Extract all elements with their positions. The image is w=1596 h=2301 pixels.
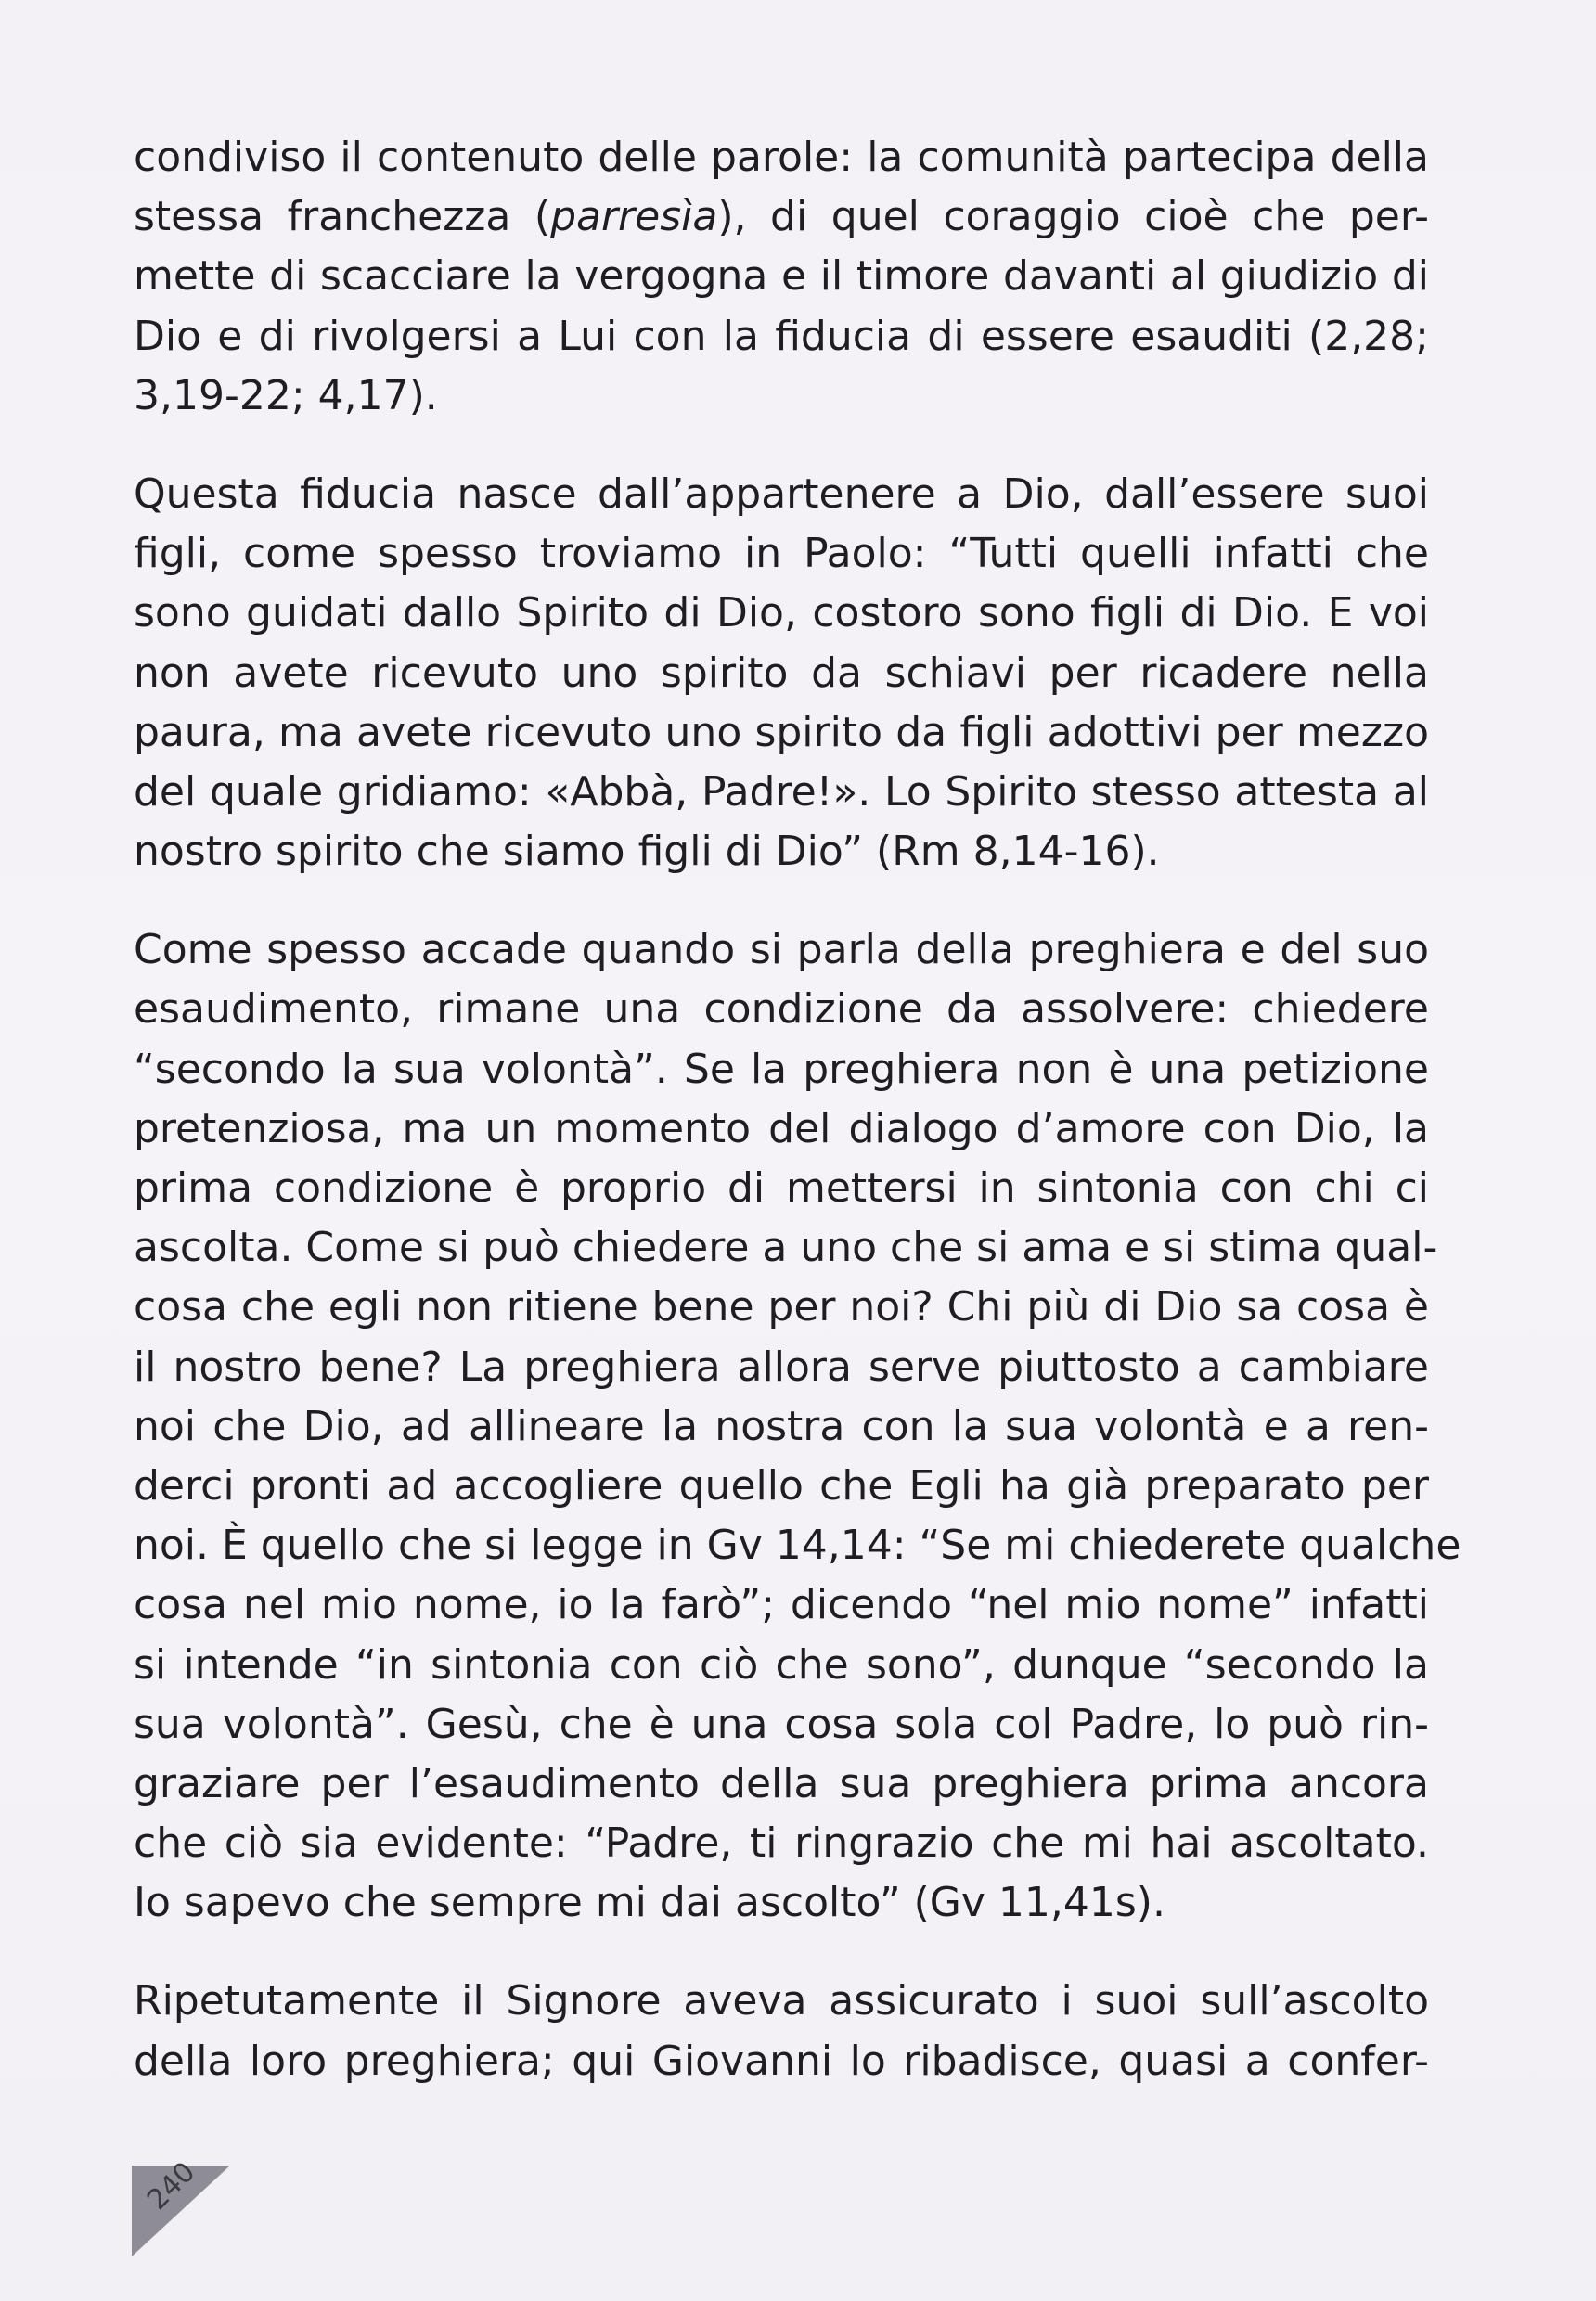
text-line: stessa franchezza (parresìa), di quel coraggio cioè che per- — [134, 193, 1429, 241]
text-line: graziare per l’esaudimento della sua preghiera prima ancora — [134, 1759, 1429, 1807]
page-number: 240 — [141, 2155, 202, 2217]
text-line: derci pronti ad accogliere quello che Egli ha già preparato per — [134, 1461, 1429, 1510]
text-line: Ripetutamente il Signore aveva assicurato i suoi sull’ascolto — [134, 1977, 1429, 2025]
text-line: Io sapevo che sempre mi dai ascolto” (Gv 11,41s). — [134, 1879, 1165, 1927]
text-line: noi che Dio, ad allineare la nostra con la sua volontà e a ren- — [134, 1402, 1429, 1450]
text-line: cosa che egli non ritiene bene per noi? Chi più di Dio sa cosa è — [134, 1283, 1429, 1331]
paragraph — [134, 920, 1461, 1933]
body-text — [134, 128, 1461, 2130]
text-line: esaudimento, rimane una condizione da assolvere: chiedere — [134, 985, 1429, 1034]
text-line: condiviso il contenuto delle parole: la comunità partecipa della — [134, 134, 1429, 181]
text-line: “secondo la sua volontà”. Se la preghiera non è una petizione — [134, 1045, 1429, 1093]
text-line: si intende “in sintonia con ciò che sono”, dunque “secondo la — [134, 1640, 1429, 1689]
text-line: della loro preghiera; qui Giovanni lo ribadisce, quasi a confer- — [134, 2037, 1429, 2085]
text-line: non avete ricevuto uno spirito da schiavi per ricadere nella — [134, 649, 1429, 697]
text-line: paura, ma avete ricevuto uno spirito da figli adottivi per mezzo — [134, 708, 1429, 756]
text-line: Dio e di rivolgersi a Lui con la fiducia di essere esauditi (2,28; — [134, 312, 1429, 360]
paragraph — [134, 128, 1429, 426]
text-line: ascolta. Come si può chiedere a uno che si ama e si stima qual- — [134, 1224, 1438, 1272]
text-line: pretenziosa, ma un momento del dialogo d’amore con Dio, la — [134, 1104, 1429, 1152]
text-line: del quale gridiamo: «Abbà, Padre!». Lo Spirito stesso attesta al — [134, 767, 1429, 816]
paragraph — [134, 1972, 1429, 2090]
text-line: il nostro bene? La preghiera allora serve piuttosto a cambiare — [134, 1343, 1429, 1391]
text-line: Come spesso accade quando si parla della preghiera e del suo — [134, 926, 1429, 974]
text-line: sua volontà”. Gesù, che è una cosa sola col Padre, lo può rin- — [134, 1700, 1429, 1748]
text-line: noi. È quello che si legge in Gv 14,14: “Se mi chiederete qualche — [134, 1522, 1461, 1570]
italic-term: parresìa — [550, 193, 718, 241]
text-line: Questa fiducia nasce dall’appartenere a Dio, dall’essere suoi — [134, 469, 1429, 518]
text-line: sono guidati dallo Spirito di Dio, costoro sono figli di Dio. E voi — [134, 589, 1429, 637]
text-line: mette di scacciare la vergogna e il timore davanti al giudizio di — [134, 252, 1429, 301]
text-line: figli, come spesso troviamo in Paolo: “Tutti quelli infatti che — [134, 530, 1429, 578]
text-line: cosa nel mio nome, io la farò”; dicendo “nel mio nome” infatti — [134, 1581, 1429, 1629]
text-line: 3,19-22; 4,17). — [134, 371, 438, 419]
text-line: prima condizione è proprio di mettersi in sintonia con chi ci — [134, 1164, 1429, 1212]
text-line: nostro spirito che siamo figli di Dio” (Rm 8,14-16). — [134, 828, 1160, 876]
text-line: che ciò sia evidente: “Padre, ti ringrazio che mi hai ascoltato. — [134, 1819, 1429, 1868]
paragraph — [134, 465, 1429, 881]
